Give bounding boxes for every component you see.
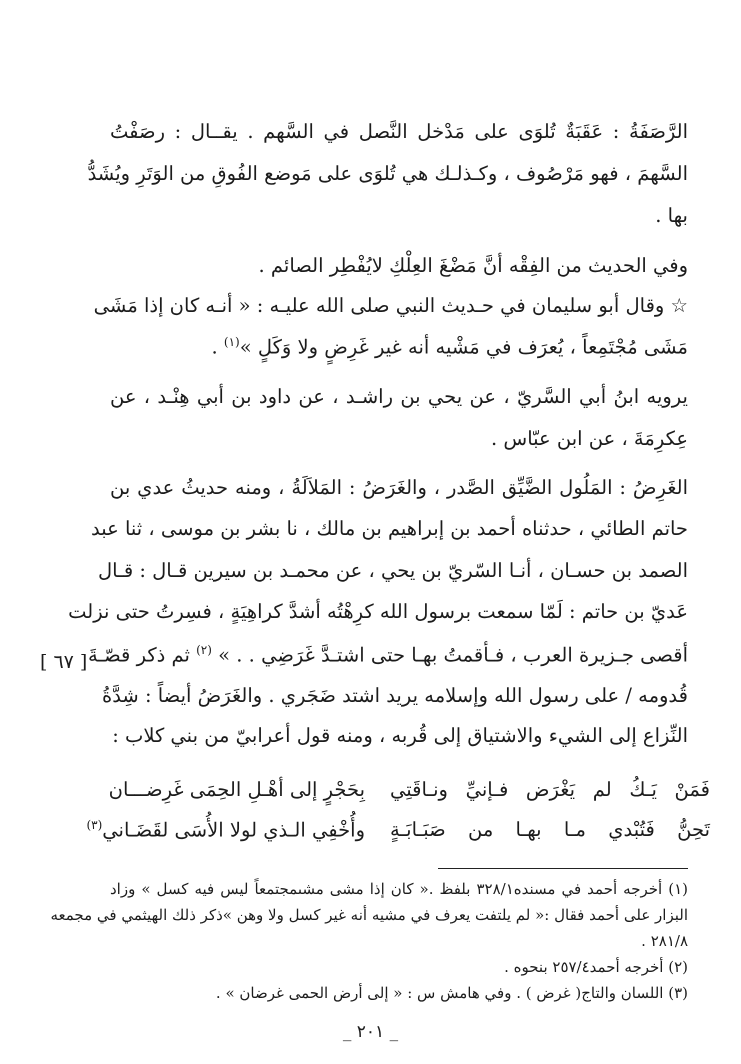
footnote-line: (٢) أخرجه أحمد٢٥٧/٤ بنحوه . — [504, 958, 688, 976]
page-number: _ ٢٠١ _ — [342, 1022, 399, 1042]
text-segment: أقصى جـزيرة العرب ، فـأقمتُ بهـا حتى اشتـدَّ غَرَضِي . . » — [218, 643, 688, 667]
footnote-marker: (٣) — [86, 818, 103, 832]
text-line: عَديّ بن حاتم : لَمّا سمعت برسول الله كرِهْتُه أشدَّ كراهِيَةٍ ، فسِرتُ حتى نزلت — [68, 600, 688, 623]
text-line: قُدومه / على رسول الله وإسلامه يريد اشتد ضَجَري . والغَرَضُ أيضاً : شِدَّةُ — [101, 684, 688, 707]
footnote-marker: (١) — [223, 335, 240, 349]
text-line: الصمد بن حسـان ، أنـا السّريّ بن يحي ، عن محمـد بن سيرين قـال : قـال — [98, 559, 688, 582]
footnote-marker: (٢) — [196, 643, 212, 657]
text-line: عِكرِمَةَ ، عن ابن عبّاس . — [491, 427, 688, 450]
text-line: الرَّصَفَةُ : عَقَبَةٌ تُلوَى على مَدْخل النَّصل في السَّهم . يقــال : رصَفْتُ — [110, 120, 688, 143]
verse-hemistich-first: تَحِنُّ فَتُبْدي مـا بهـا من صَبَـابَـةٍ — [390, 818, 710, 841]
text-segment: . — [211, 335, 218, 359]
text-line: النِّزاع إلى الشيء والاشتياق إلى قُربه ، ومنه قول أعرابيّ من بني كلاب : — [112, 724, 688, 747]
text-line: يرويه ابنُ أبي السَّريّ ، عن يحي بن راشـد ، عن داود بن أبي هِنْـد ، عن — [110, 385, 688, 408]
text-line: الغَرِضُ : المَلُول الضَّيِّق الصَّدر ، والغَرَضُ : المَلاَلَةُ ، ومنه حديثُ عدي بن — [110, 476, 688, 499]
text-segment: وأُخْفِي الـذي لولا الأُسَى لقَضَـاني — [102, 818, 365, 842]
footnote-line: (١) أخرجه أحمد في مسنده٣٢٨/١ بلفظ .« كان إذا مشى مشىمجتمعاً ليس فيه كسل » وزاد — [110, 880, 688, 898]
footnote-line: البزار على أحمد فقال :« لم يلتفت يعرف في مشيه أنه غير كسل ولا وهن »ذكر ذلك الهيثمي في مجمعه — [50, 906, 688, 924]
text-segment: ثم ذكر قصّـةَ — [87, 643, 190, 667]
text-line — [211, 336, 688, 357]
text-line: حاتم الطائي ، حدثناه أحمد بن إبراهيم بن مالك ، نا بشر بن موسى ، ثنا عبد — [91, 517, 688, 540]
text-segment: مَشَى مُجْتَمِعاً ، يُعرَف في مَشْيه أنه غير غَرِضٍ ولا وَكَلٍ » — [239, 335, 688, 359]
text-line: ☆ وقال أبو سليمان في حـديث النبي صلى الله عليـه : « أنـه كان إذا مَشَى — [93, 294, 688, 317]
footnote-line: ٢٨١/٨ . — [641, 932, 688, 950]
footnote-line: (٣) اللسان والتاج( غرض ) . وفي هامش س : « إلى أرض الحمى غرضان » . — [215, 984, 688, 1002]
verse-hemistich-second: بِحَجْرٍ إلى أهْـلِ الحِمَى غَرِضـــان — [108, 778, 365, 801]
footnote-separator — [438, 868, 688, 869]
verse-hemistich-second — [86, 818, 365, 842]
text-line: وفي الحديث من الفِقْه أنَّ مَضْغَ العِلْكِ لايُفْطِر الصائم . — [258, 254, 688, 277]
text-line: السَّهمَ ، فهو مَرْصُوف ، وكـذلـك هي تُلوَى على مَوضع الفُوقِ من الوَتَرِ ويُشَدُّ — [87, 162, 688, 185]
text-line: بها . — [655, 204, 688, 227]
text-line — [87, 643, 688, 667]
manuscript-folio-marker: [ ٦٧ ] — [40, 651, 88, 673]
verse-hemistich-first: فَمَنْ يَـكُ لم يَغْرَض فـإنيِّ ونـاقَتِي — [390, 778, 710, 801]
